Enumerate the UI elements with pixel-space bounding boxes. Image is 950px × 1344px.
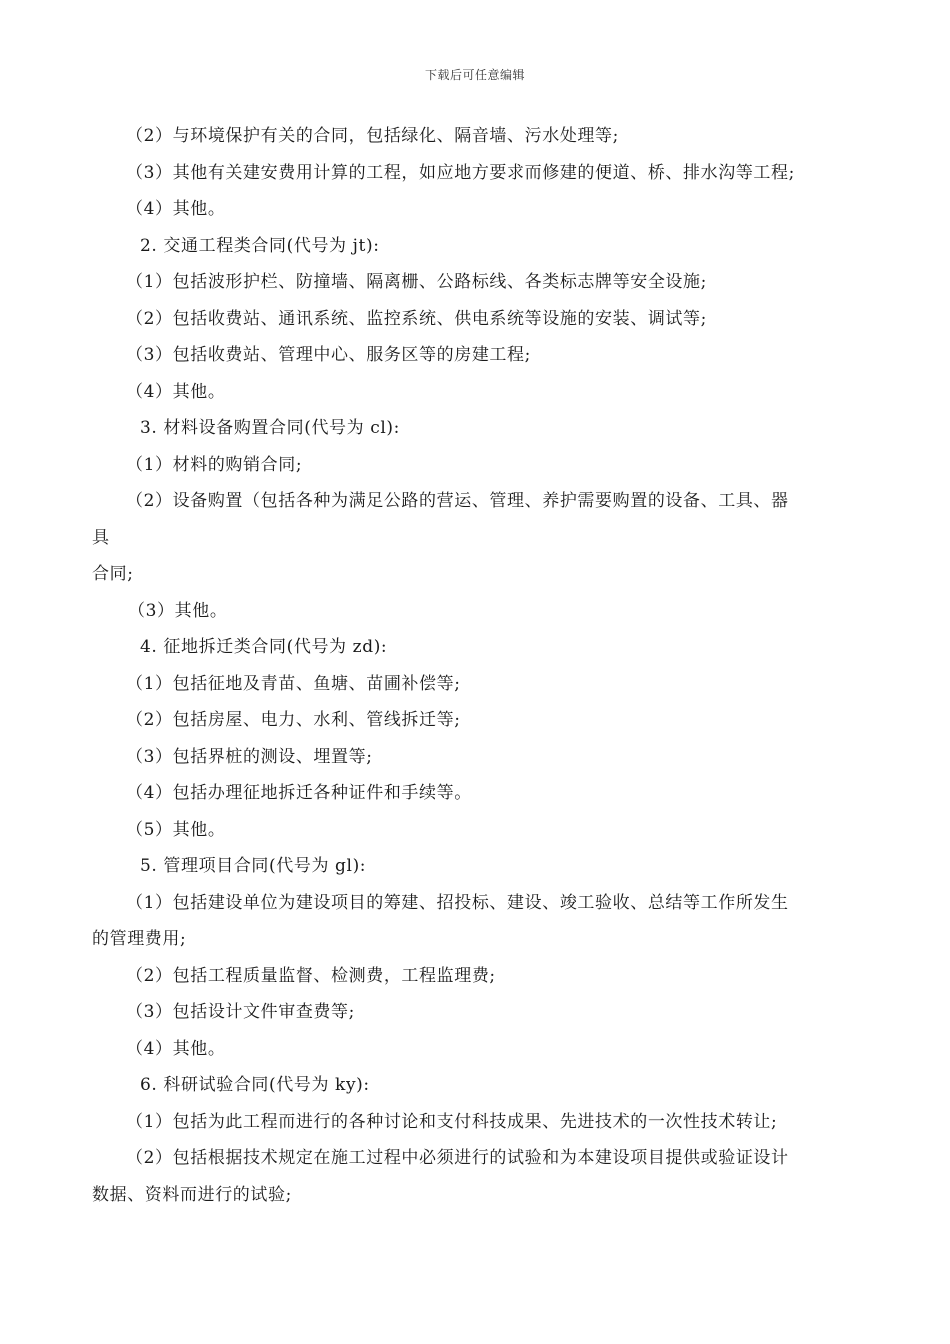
paragraph-line: （3）其他有关建安费用计算的工程，如应地方要求而修建的便道、桥、排水沟等工程; (126, 162, 795, 183)
section-heading: 4. 征地拆迁类合同(代号为 zd): (140, 637, 388, 657)
paragraph-line: （1）包括波形护栏、防撞墙、隔离栅、公路标线、各类标志牌等安全设施; (126, 272, 707, 292)
paragraph-line: （2）包括工程质量监督、检测费，工程监理费; (126, 965, 496, 986)
paragraph-line: （1）包括征地及青苗、鱼塘、苗圃补偿等; (126, 673, 461, 694)
paragraph-line: （3）包括界桩的测设、埋置等; (126, 746, 373, 767)
paragraph-line: （1）包括建设单位为建设项目的筹建、招投标、建设、竣工验收、总结等工作所发生 (126, 892, 789, 913)
paragraph-line: （4）其他。 (126, 199, 226, 219)
paragraph-line: （2）包括房屋、电力、水利、管线拆迁等; (126, 710, 461, 730)
paragraph-line: （4）其他。 (126, 1038, 226, 1059)
paragraph-line: 的管理费用; (92, 929, 187, 949)
paragraph-line: （3）包括设计文件审查费等; (126, 1002, 355, 1022)
section-heading: 2. 交通工程类合同(代号为 jt): (140, 235, 380, 256)
paragraph-line: （5）其他。 (126, 819, 226, 840)
paragraph-line: 合同; (92, 564, 134, 584)
paragraph-line: （2）设备购置（包括各种为满足公路的营运、管理、养护需要购置的设备、工具、器 (126, 491, 789, 511)
paragraph-line: （2）与环境保护有关的合同，包括绿化、隔音墙、污水处理等; (126, 126, 619, 146)
paragraph-line: （3）其他。 (128, 600, 228, 621)
paragraph-line: 具 (92, 527, 110, 548)
paragraph-line: （2）包括根据技术规定在施工过程中必须进行的试验和为本建设项目提供或验证设计 (126, 1148, 789, 1168)
paragraph-line: （3）包括收费站、管理中心、服务区等的房建工程; (126, 345, 531, 365)
section-heading: 3. 材料设备购置合同(代号为 cl): (140, 418, 400, 438)
paragraph-line: （1）材料的购销合同; (126, 454, 303, 475)
paragraph-line: （4）包括办理征地拆迁各种证件和手续等。 (126, 783, 472, 803)
paragraph-line: （4）其他。 (126, 381, 226, 402)
paragraph-line: （1）包括为此工程而进行的各种讨论和支付科技成果、先进技术的一次性技术转让; (126, 1111, 778, 1132)
section-heading: 5. 管理项目合同(代号为 gl): (140, 856, 367, 876)
paragraph-line: （2）包括收费站、通讯系统、监控系统、供电系统等设施的安装、调试等; (126, 308, 707, 329)
section-heading: 6. 科研试验合同(代号为 ky): (140, 1075, 370, 1095)
paragraph-line: 数据、资料而进行的试验; (92, 1184, 292, 1205)
document-body (92, 118, 862, 1213)
page-header: 下载后可任意编辑 (424, 68, 525, 82)
